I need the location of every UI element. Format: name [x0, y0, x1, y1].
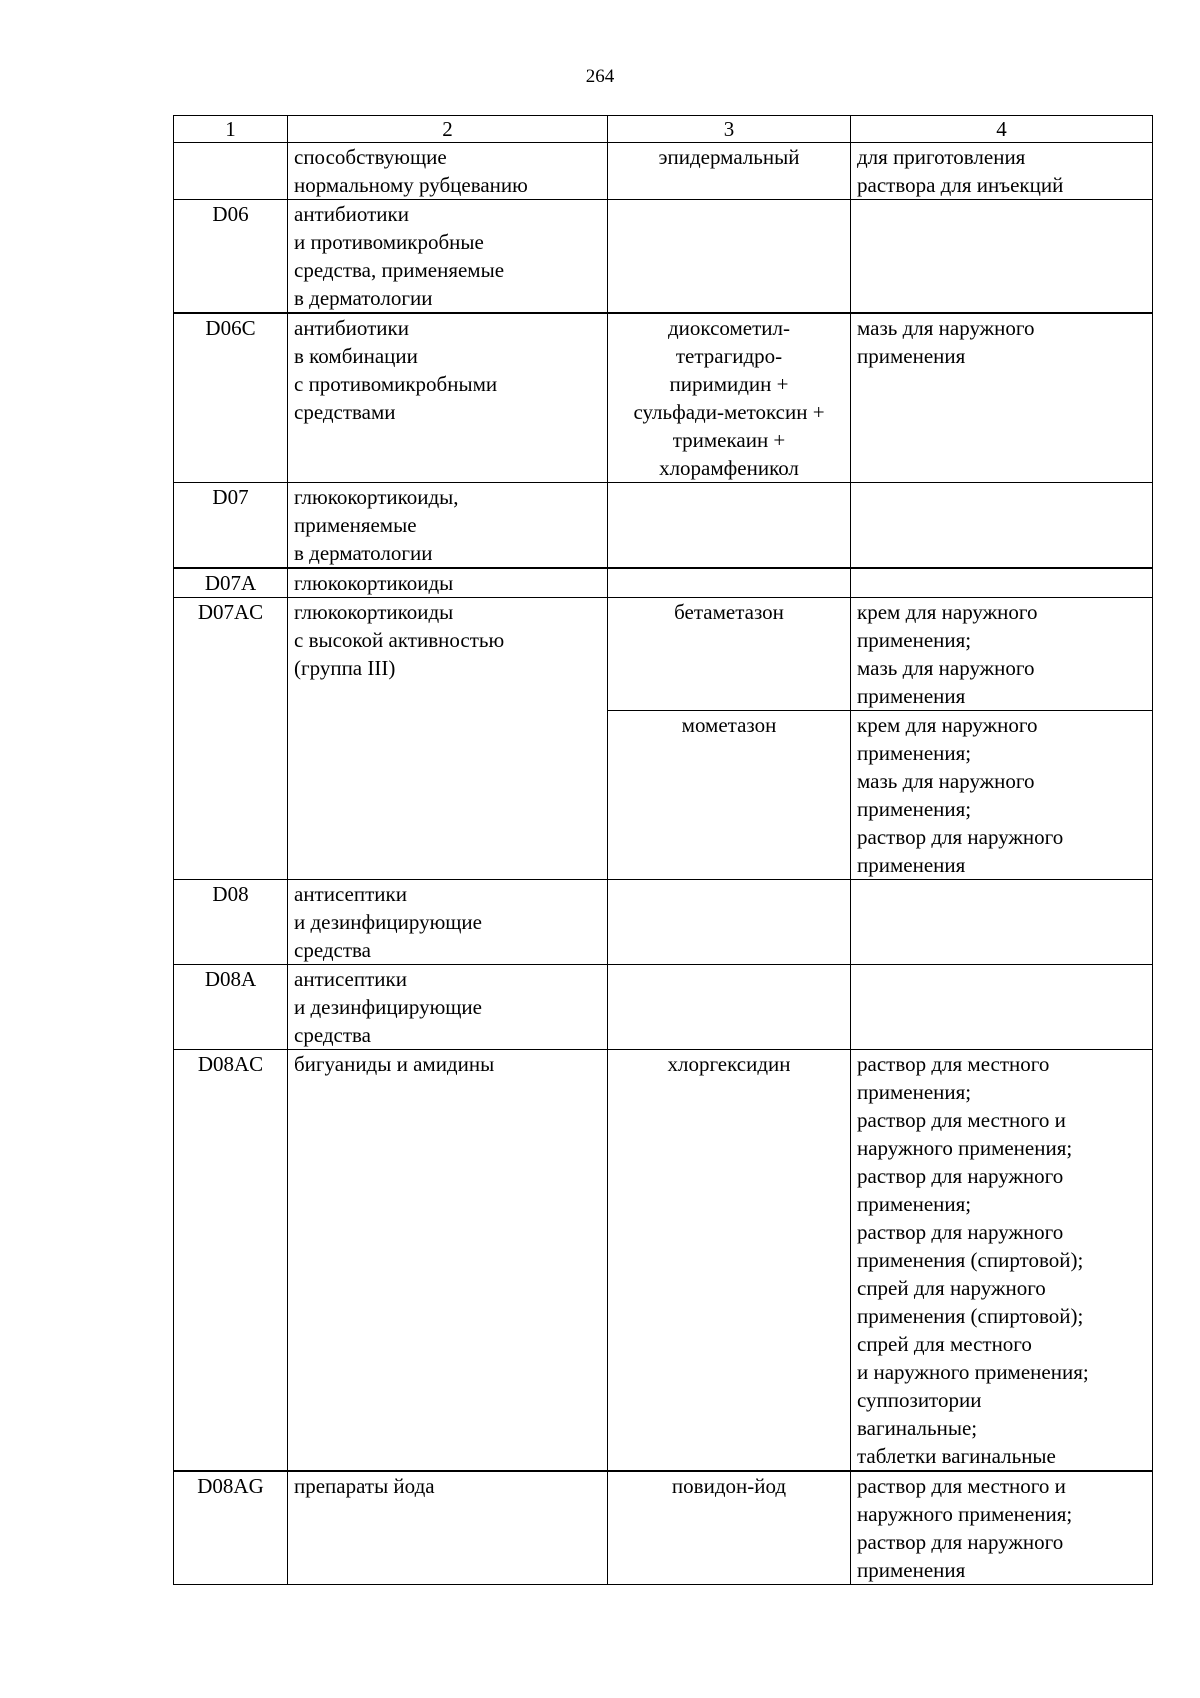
table-row	[174, 965, 1153, 1050]
substance-name	[608, 568, 851, 598]
dosage-form: крем для наружного применения; мазь для наружного применения	[851, 598, 1153, 711]
table-row	[174, 598, 1153, 711]
table-row	[174, 880, 1153, 965]
substance-name	[608, 965, 851, 1050]
dosage-form	[851, 568, 1153, 598]
substance-name	[608, 880, 851, 965]
table-row	[174, 200, 1153, 314]
atc-code	[174, 143, 288, 200]
atc-code: D07A	[174, 568, 288, 598]
group-name: антибиотики и противомикробные средства, применяемые в дерматологии	[288, 200, 608, 314]
column-header: 3	[608, 116, 851, 143]
column-header: 4	[851, 116, 1153, 143]
atc-code: D08A	[174, 965, 288, 1050]
substance-name: бетаметазон	[608, 598, 851, 711]
atc-code: D08AC	[174, 1050, 288, 1472]
substance-name: повидон-йод	[608, 1471, 851, 1585]
table-header-row	[174, 116, 1153, 143]
substance-name: эпидермальный	[608, 143, 851, 200]
atc-code: D06C	[174, 313, 288, 483]
group-name: бигуаниды и амидины	[288, 1050, 608, 1472]
atc-code: D07	[174, 483, 288, 569]
group-name: способствующие нормальному рубцеванию	[288, 143, 608, 200]
dosage-form: крем для наружного применения; мазь для наружного применения; раствор для наружного применения	[851, 711, 1153, 880]
table-row	[174, 568, 1153, 598]
table-row	[174, 483, 1153, 569]
table-row	[174, 143, 1153, 200]
substance-name	[608, 200, 851, 314]
dosage-form: раствор для местного и наружного применения; раствор для наружного применения	[851, 1471, 1153, 1585]
column-header: 1	[174, 116, 288, 143]
table-row	[174, 1050, 1153, 1472]
group-name: глюкокортикоиды, применяемые в дерматологии	[288, 483, 608, 569]
column-header: 2	[288, 116, 608, 143]
dosage-form	[851, 200, 1153, 314]
atc-code: D08	[174, 880, 288, 965]
table-row	[174, 1471, 1153, 1585]
page-number: 264	[585, 66, 615, 87]
dosage-form: мазь для наружного применения	[851, 313, 1153, 483]
group-name: препараты йода	[288, 1471, 608, 1585]
substance-name: мометазон	[608, 711, 851, 880]
atc-code: D07AC	[174, 598, 288, 880]
group-name: глюкокортикоиды с высокой активностью (группа III)	[288, 598, 608, 880]
atc-code: D06	[174, 200, 288, 314]
atc-code: D08AG	[174, 1471, 288, 1585]
substance-name	[608, 483, 851, 569]
dosage-form: для приготовления раствора для инъекций	[851, 143, 1153, 200]
table-row	[174, 313, 1153, 483]
group-name: антисептики и дезинфицирующие средства	[288, 965, 608, 1050]
group-name: антибиотики в комбинации с противомикробными средствами	[288, 313, 608, 483]
substance-name: диоксометил- тетрагидро- пиримидин + сульфади-метоксин + тримекаин + хлорамфеникол	[608, 313, 851, 483]
drug-table	[173, 115, 1153, 1585]
group-name: глюкокортикоиды	[288, 568, 608, 598]
substance-name: хлоргексидин	[608, 1050, 851, 1472]
dosage-form	[851, 483, 1153, 569]
dosage-form	[851, 880, 1153, 965]
dosage-form: раствор для местного применения; раствор для местного и наружного применения; раствор для наружного применения; раствор для наружного применения (спиртовой); спрей для наружного применения (спиртовой); спрей для местного и наружного применения; суппозитории вагинальные; таблетки вагинальные	[851, 1050, 1153, 1472]
dosage-form	[851, 965, 1153, 1050]
group-name: антисептики и дезинфицирующие средства	[288, 880, 608, 965]
